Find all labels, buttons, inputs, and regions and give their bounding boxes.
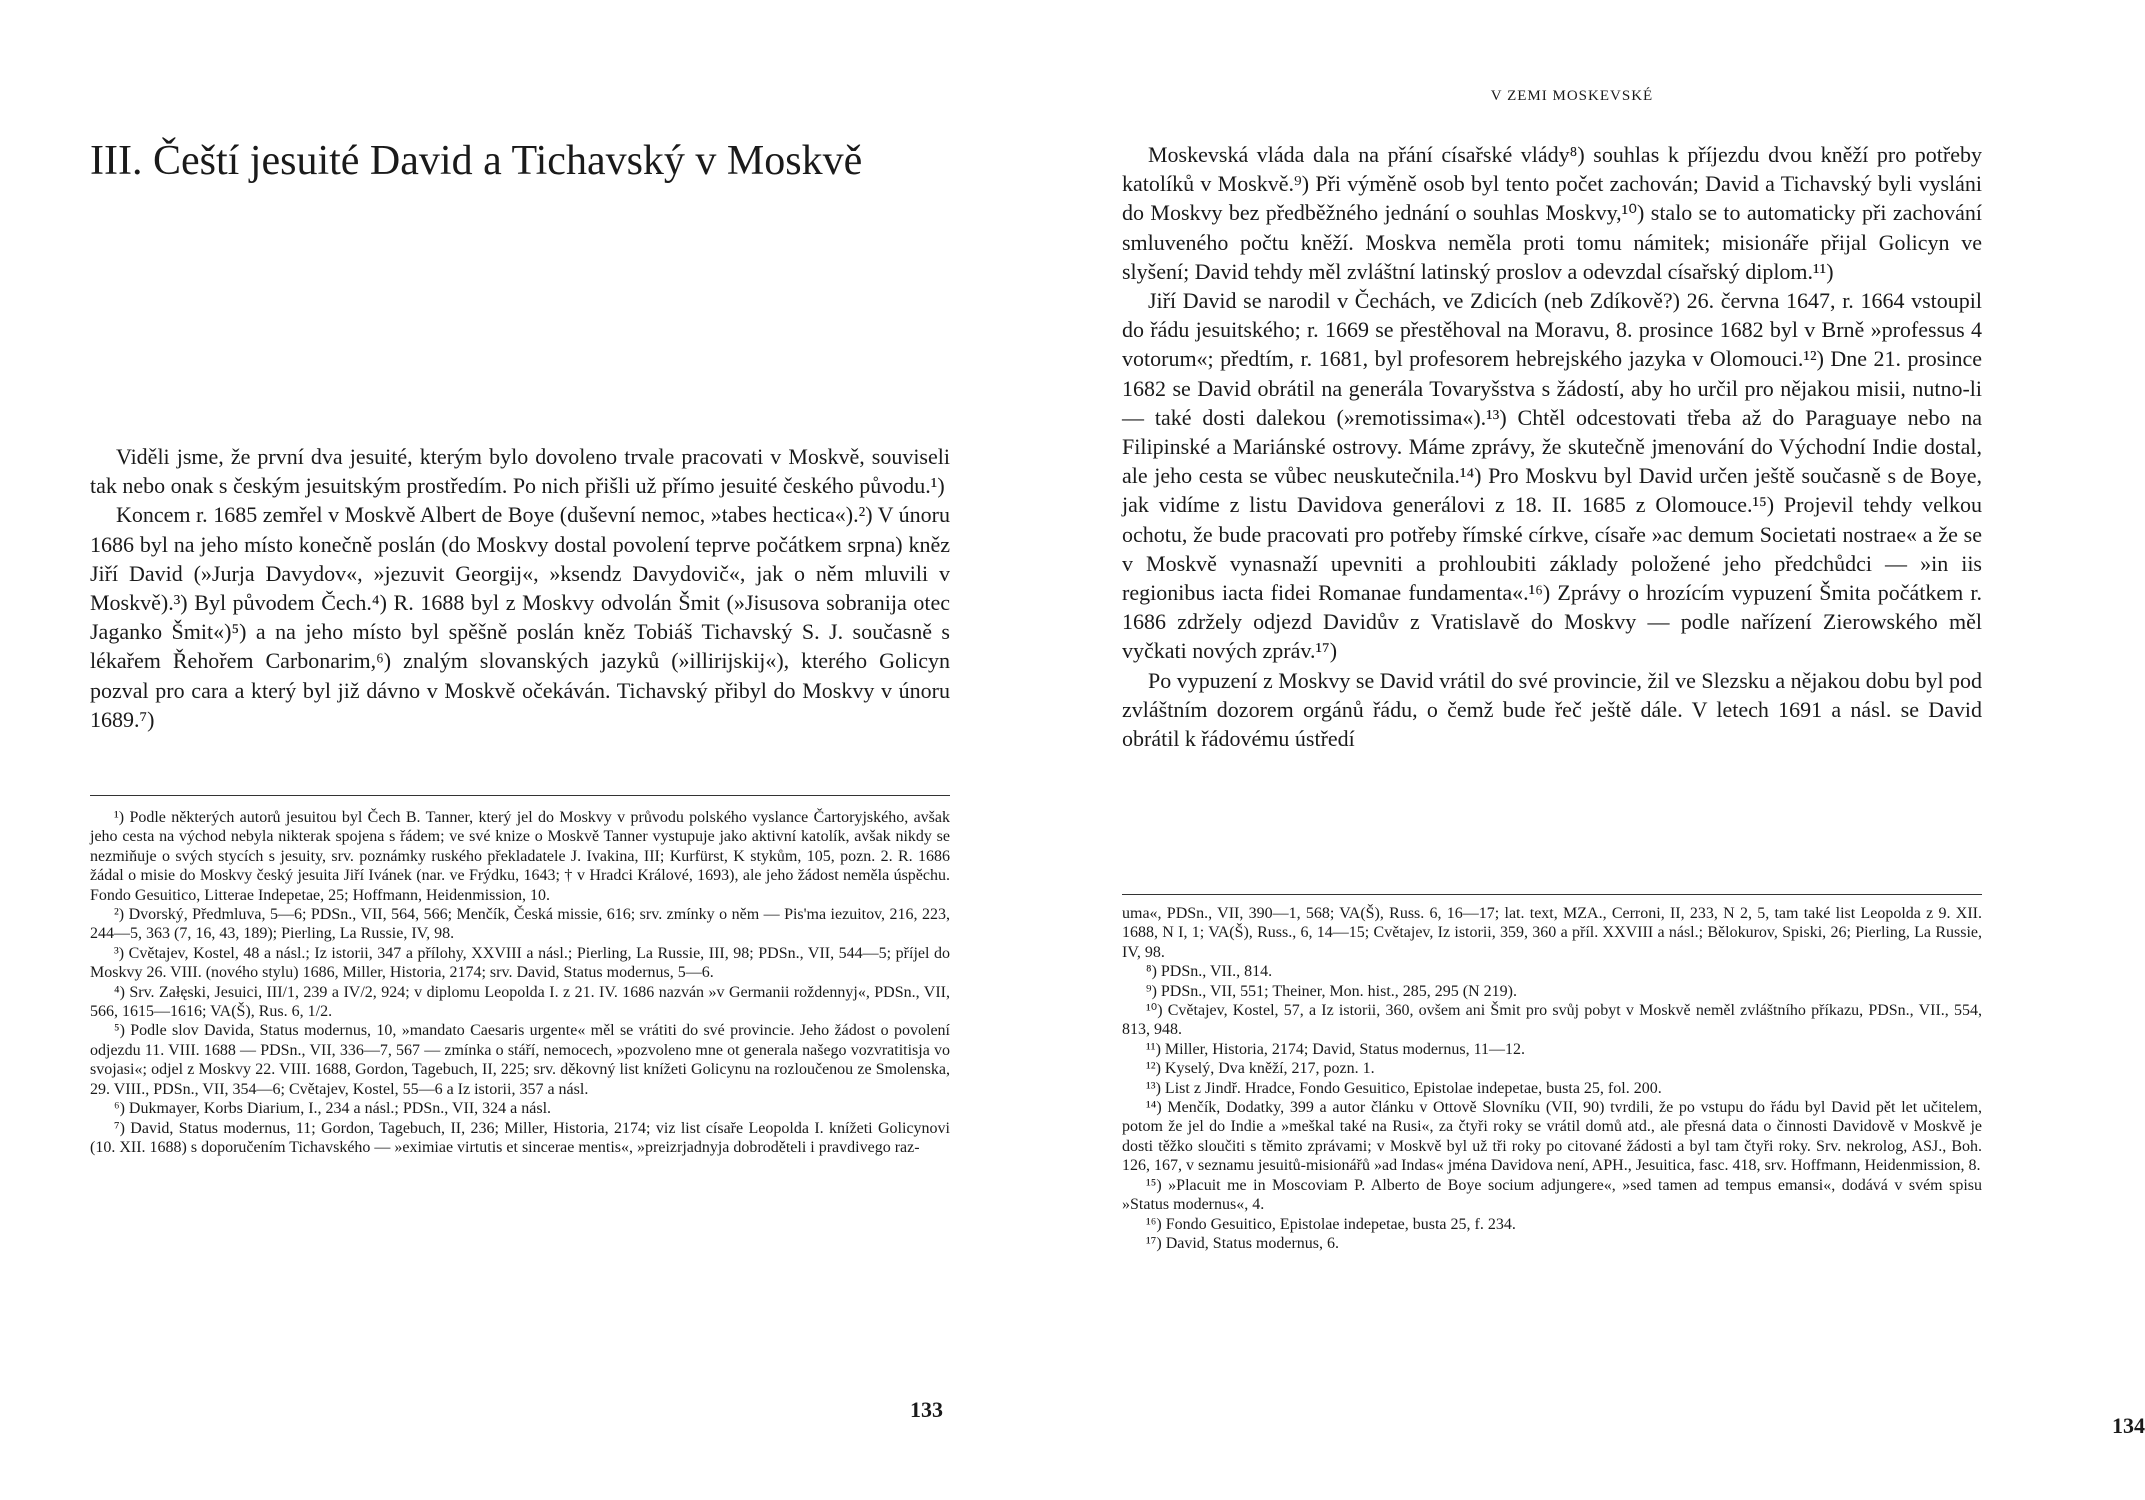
right-footnotes: [1122, 904, 1982, 1253]
footnote: ¹⁰) Cvětajev, Kostel, 57, a Iz istorii, 360, ovšem ani Šmit pro svůj pobyt v Moskvě neměl zvláštního příkazu, PDSn., VII., 554, 813, 948.: [1122, 1002, 1982, 1039]
footnote: ²) Dvorský, Předmluva, 5—6; PDSn., VII, 564, 566; Menčík, Česká missie, 616; srv. zmínky o něm — Pis'ma iezuitov, 216, 223, 244—5, 363 (7, 16, 43, 189); Pierling, La Russie, IV, 98.: [90, 906, 950, 943]
footnote-continuation: uma«, PDSn., VII, 390—1, 568; VA(Š), Russ. 6, 16—17; lat. text, MZA., Cerroni, II, 233, N 2, 5, tam také list Leopolda z 9. XII. 1688, N I, 1; VA(Š), Russ., 6, 14—15; Cvětajev, Iz istorii, 359, 360 a příl. XXVIII a násl.; Bělokurov, Spiski, 26; Pierling, La Russie, IV, 98.: [1122, 905, 1982, 961]
left-page: [0, 0, 1017, 1500]
footnote: ⁹) PDSn., VII, 551; Theiner, Mon. hist., 285, 295 (N 219).: [1146, 982, 1517, 1000]
paragraph: Po vypuzení z Moskvy se David vrátil do své provincie, žil ve Slezsku a nějakou dobu byl pod zvláštním dozorem orgánů řádu, o čemž bude řeč ještě dále. V letech 1691 a násl. se David obrátil k řádovému ústředí: [1122, 667, 1982, 752]
page-number: 134: [2112, 1413, 2145, 1438]
footnote: ¹⁵) »Placuit me in Moscoviam P. Alberto de Boye socium adjungere«, »sed tamen ad tempus emansi«, dodává v svém spisu »Status modernus«, 4.: [1122, 1176, 1982, 1214]
footnote: ¹⁷) David, Status modernus, 6.: [1146, 1234, 1340, 1252]
footnote: ⁴) Srv. Załęski, Jesuici, III/1, 239 a IV/2, 924; v diplomu Leopolda I. z 21. IV. 1686 nazván »v Germanii roždennyj«, PDSn., VII, 566, 1615—1616; VA(Š), Rus. 6, 1/2.: [90, 983, 950, 1021]
footnote: ¹⁶) Fondo Gesuitico, Epistolae indepetae, busta 25, f. 234.: [1146, 1215, 1516, 1233]
footnote-rule: [90, 795, 950, 796]
footnote: ⁶) Dukmayer, Korbs Diarium, I., 234 a násl.; PDSn., VII, 324 a násl.: [114, 1100, 552, 1118]
footnote: ⁸) PDSn., VII., 814.: [1146, 963, 1273, 981]
footnote: ¹¹) Miller, Historia, 2174; David, Status modernus, 11—12.: [1146, 1040, 1525, 1058]
paragraph: Jiří David se narodil v Čechách, ve Zdicích (neb Zdíkově?) 26. června 1647, r. 1664 vstoupil do řádu jesuitského; r. 1669 se přestěhoval na Moravu, 8. prosince 1682 byl v Brně »professus 4 votorum«; předtím, r. 1681, byl profesorem hebrejského jazyka v Olomouci.¹²) Dne 21. prosince 1682 se David obrátil na generála Tovaryšstva s žádostí, aby ho určil pro nějakou misii, nutno-li — také dosti dalekou (»remotissima«).¹³) Chtěl odcestovati třeba až do Paraguaye nebo na Filipinské a Mariánské ostrovy. Máme zprávy, že skutečně jmenování do Východní Indie dostal, ale jeho cesta se vůbec neuskutečnila.¹⁴) Pro Moskvu byl David určen ještě současně s de Boye, jak vidíme z listu Davidova generálovi z 18. II. 1685 z Olomouce.¹⁵) Projevil tehdy velkou ochotu, že bude pracovati pro potřeby římské církve, císaře »ac demum Societati nostrae« a že se v Moskvě vynasnaží upevniti a prohloubiti základy položené jeho předchůdci — »in iis regionibus iacta fidei Romanae fundamenta«.¹⁶) Zprávy o hrozícím vypuzení Šmita počátkem r. 1686 zdržely odjezd Davidův z Vratislavě do Moskvy — podle nařízení Zierowského měl vyčkati nových zpráv.¹⁷): [1122, 288, 1982, 664]
right-body-text: [1122, 140, 1982, 753]
page-number: 133: [910, 1397, 943, 1422]
footnote: ¹³) List z Jindř. Hradce, Fondo Gesuitico, Epistolae indepetae, busta 25, fol. 200.: [1146, 1079, 1662, 1097]
footnote: ³) Cvětajev, Kostel, 48 a násl.; Iz istorii, 347 a přílohy, XXVIII a násl.; Pierling, La Russie, III, 98; PDSn., VII, 544—5; příjel do Moskvy 26. VIII. (nového stylu) 1686, Miller, Historia, 2174; srv. David, Status modernus, 5—6.: [90, 944, 950, 982]
footnote: ⁷) David, Status modernus, 11; Gordon, Tagebuch, II, 236; Miller, Historia, 2174; viz list císaře Leopolda I. knížeti Golicynovi (10. XII. 1688) s doporučením Tichavského — »eximiae virtutis et sincerae mentis«, »preizrjadnyja dobroděteli i pravdivego raz-: [90, 1119, 950, 1156]
footnote: ⁵) Podle slov Davida, Status modernus, 10, »mandato Caesaris urgente« měl se vrátiti do své provincie. Jeho žádost o povolení odjezdu 11. VIII. 1688 — PDSn., VII, 336—7, 567 — zmínka o stáří, nemocech, »pozvoleno mne ot generala našego vozvratitisja vo svojasi«; odjel z Moskvy 22. VIII. 1688, Gordon, Tagebuch, II, 225; srv. děkovný list knížeti Golicynu na rozloučenou ze Smolenska, 29. VIII., PDSn., VII, 354—6; Cvětajev, Kostel, 55—6 a Iz istorii, 357 a násl.: [90, 1022, 950, 1098]
footnote-rule: [1122, 894, 1982, 895]
chapter-title: III. Čeští jesuité David a Tichavský v Moskvě: [90, 138, 863, 184]
paragraph: Viděli jsme, že první dva jesuité, kterým bylo dovoleno trvale pracovati v Moskvě, souviseli tak nebo onak s českým jesuitským prostředím. Po nich přišli už přímo jesuité českého původu.¹): [90, 444, 950, 499]
right-page: [1017, 0, 2145, 1500]
footnote: ¹²) Kyselý, Dva kněží, 217, pozn. 1.: [1146, 1060, 1375, 1078]
footnote: ¹⁴) Menčík, Dodatky, 399 a autor článku v Ottově Slovníku (VII, 90) tvrdili, že po vstupu do řádu byl David pět let učitelem, potom že jel do Indie a »meškal také na Rusi«, za čtyři roky se vrátil domů atd., ale přesná data o činnosti Davidově v Moskvě je dosti těžko sloučiti s těmito zprávami; v Moskvě byl už tři roky po citované žádosti a byl tam čtyři roky. Srv. nekrolog, ASJ., Boh. 126, 167, v seznamu jesuitů-misionářů »ad Indas« jména Davidova není, APH., Jesuitica, fasc. 418, srv. Hoffmann, Heidenmission, 8.: [1122, 1099, 1982, 1175]
footnote: ¹) Podle některých autorů jesuitou byl Čech B. Tanner, který jel do Moskvy v průvodu polského vyslance Čartoryjského, avšak jeho cesta na východ nebyla nikterak spojena s řádem; ve své knize o Moskvě Tanner vystupuje jako aktivní katolík, avšak nikdy se nezmiňuje o svých stycích s jesuity, srv. poznámky ruského překladatele J. Ivakina, III; Kurfürst, K stykům, 105, pozn. 2. R. 1686 žádal o misie do Moskvy český jesuita Jiří Ivánek (nar. ve Frýdku, 1643; † v Hradci Králové, 1693), ale jeho žádost neměla úspěchu. Fondo Gesuitico, Litterae Indepetae, 25; Hoffmann, Heidenmission, 10.: [90, 809, 950, 904]
paragraph: Moskevská vláda dala na přání císařské vlády⁸) souhlas k příjezdu dvou kněží pro potřeby katolíků v Moskvě.⁹) Při výměně osob byl tento počet zachován; David a Tichavský byli vysláni do Moskvy bez předběžného jednání o souhlas Moskvy,¹⁰) stalo se to automaticky při zachování smluveného počtu kněží. Moskva neměla proti tomu námitek; misionáře přijal Golicyn ve slyšení; David tehdy měl zvláštní latinský proslov a odevzdal císařský diplom.¹¹): [1122, 142, 1982, 284]
running-head: V ZEMI MOSKEVSKÉ: [1490, 88, 1654, 104]
paragraph: Koncem r. 1685 zemřel v Moskvě Albert de Boye (duševní nemoc, »tabes hectica«).²) V únoru 1686 byl na jeho místo konečně poslán (do Moskvy dostal povolení teprve počátkem srpna) kněz Jiří David (»Jurja Davydov«, »jezuvit Georgij«, »ksendz Davydovič«, jak o něm mluvili v Moskvě).³) Byl původem Čech.⁴) R. 1688 byl z Moskvy odvolán Šmit (»Jisusova sobranija otec Jaganko Šmit«)⁵) a na jeho místo byl spěšně poslán kněz Tobiáš Tichavský S. J. současně s lékařem Řehořem Carbonarim,⁶) znalým slovanských jazyků (»illirijskij«), kterého Golicyn pozval pro cara a který byl již dávno v Moskvě očekáván. Tichavský přibyl do Moskvy v únoru 1689.⁷): [90, 502, 950, 732]
left-footnotes: [90, 808, 950, 1157]
left-body-text: [90, 442, 950, 734]
